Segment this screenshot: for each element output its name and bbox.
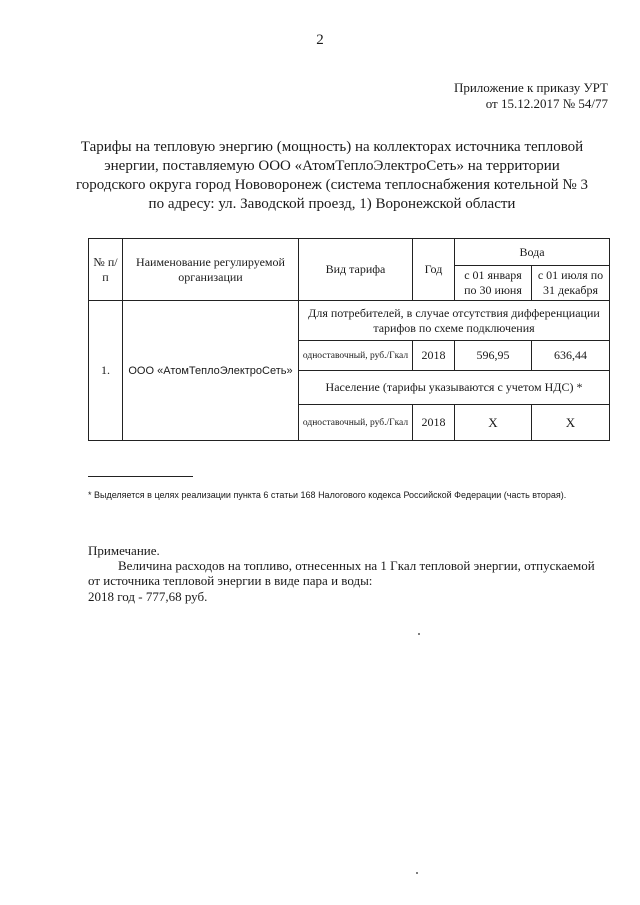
value-cell-2-2: Х: [532, 405, 610, 441]
note-body: [88, 558, 608, 573]
row-number: 1.: [89, 301, 123, 441]
footnote-rule: [88, 476, 193, 477]
scan-speck: [418, 633, 420, 635]
note-year-line: 2018 год - 777,68 руб.: [88, 589, 208, 604]
header-tariff-type: Вид тарифа: [299, 239, 413, 301]
header-period-2: с 01 июля по 31 декабря: [532, 266, 610, 301]
note-line-2: от источника тепловой энергии в виде пара и воды:: [88, 573, 373, 588]
header-water: Вода: [455, 239, 610, 266]
year-cell-2: 2018: [413, 405, 455, 441]
header-org: Наименование регулируемой организации: [123, 239, 299, 301]
footnote-text: * Выделяется в целях реализации пункта 6 статьи 168 Налогового кодекса Российской Федерации (часть вторая).: [88, 490, 567, 500]
header-year: Год: [413, 239, 455, 301]
header-num: № п/п: [89, 239, 123, 301]
segment-label-2: Население (тарифы указываются с учетом НДС) *: [299, 371, 610, 405]
appendix-line-1: Приложение к приказу УРТ: [453, 80, 608, 95]
appendix-reference: [454, 80, 608, 112]
note-heading: Примечание.: [88, 543, 160, 558]
header-period-1: с 01 января по 30 июня: [455, 266, 532, 301]
tariff-type-cell-2: одноставочный, руб./Гкал: [299, 405, 413, 441]
tariff-type-cell-1: одноставочный, руб./Гкал: [299, 341, 413, 371]
value-cell-1-2: 636,44: [532, 341, 610, 371]
appendix-line-2: от 15.12.2017 № 54/77: [485, 96, 608, 111]
org-name: ООО «АтомТеплоЭлектроСеть»: [123, 301, 299, 441]
value-cell-1-1: 596,95: [455, 341, 532, 371]
tariff-table: [88, 238, 610, 441]
scan-speck: [416, 872, 418, 874]
page-number: 2: [316, 32, 324, 48]
year-cell-1: 2018: [413, 341, 455, 371]
value-cell-2-1: Х: [455, 405, 532, 441]
document-title: Тарифы на тепловую энергию (мощность) на коллекторах источника тепловой энергии, поставляемую ООО «АтомТеплоЭлектроСеть» на территории городского округа город Нововоронеж (система теплоснабжения котельной № 3 по адресу: ул. Заводской проезд, 1) Воронежской области: [76, 139, 588, 212]
note-line-1: Величина расходов на топливо, отнесенных на 1 Гкал тепловой энергии, отпускаемой: [118, 558, 595, 573]
segment-label-1: Для потребителей, в случае отсутствия дифференциации тарифов по схеме подключения: [299, 301, 610, 341]
